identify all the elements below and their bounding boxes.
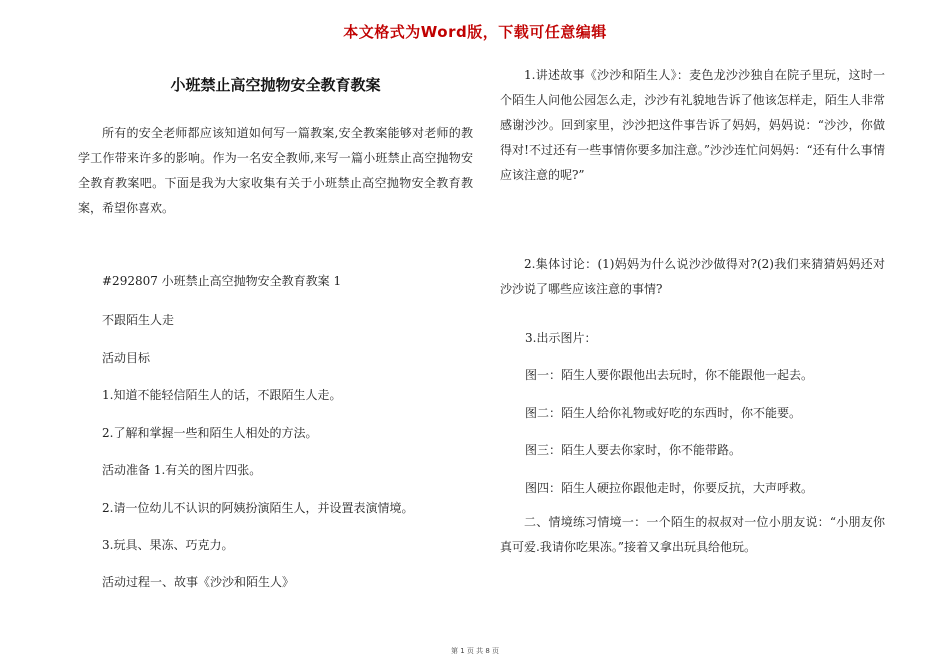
section-heading: #292807 小班禁止高空抛物安全教育教案 1 <box>102 274 342 288</box>
objectives-heading: 活动目标 <box>102 351 151 365</box>
document-title: 小班禁止高空抛物安全教育教案 <box>170 76 381 94</box>
picture-item: 图二：陌生人给你礼物或好吃的东西时，你不能要。 <box>525 406 802 420</box>
intro-paragraph: 所有的安全老师都应该知道如何写一篇教案,安全教案能够对老师的教学工作带来许多的影响。作为一名安全教师,来写一篇小班禁止高空抛物安全教育教案吧。下面是我为大家收集有关于小班禁止高空抛物安全教育教案，希望你喜欢。 <box>78 126 473 215</box>
picture-item: 图一：陌生人要你跟他出去玩时，你不能跟他一起去。 <box>525 368 814 382</box>
preparation-item: 活动准备 1.有关的图片四张。 <box>102 463 262 477</box>
pictures-heading: 3.出示图片： <box>525 331 597 345</box>
preparation-item: 3.玩具、果冻、巧克力。 <box>102 538 234 552</box>
story-paragraph: 1.讲述故事《沙沙和陌生人》：麦色龙沙沙独自在院子里玩，这时一个陌生人问他公园怎么走，沙沙有礼貌地告诉了他该怎样走，陌生人非常感谢沙沙。回到家里，沙沙把这件事告诉了妈妈，妈妈说：“沙沙，你做得对!不过还有一些事情你要多加注意。”沙沙连忙问妈妈：“还有什么事情应该注意的呢?” <box>500 68 885 182</box>
objective-item: 1.知道不能轻信陌生人的话，不跟陌生人走。 <box>102 388 342 402</box>
picture-item: 图四：陌生人硬拉你跟他走时，你要反抗，大声呼救。 <box>525 481 814 495</box>
objective-item: 2.了解和掌握一些和陌生人相处的方法。 <box>102 426 318 440</box>
page-number: 第 1 页 共 8 页 <box>450 647 500 655</box>
scenario-paragraph: 二、情境练习情境一：一个陌生的叔叔对一位小朋友说：“小朋友你真可爱.我请你吃果冻。”接着又拿出玩具给他玩。 <box>500 515 885 554</box>
word-format-banner: 本文格式为Word版，下载可任意编辑 <box>343 23 607 41</box>
preparation-item: 2.请一位幼儿不认识的阿姨扮演陌生人，并设置表演情境。 <box>102 501 414 515</box>
discussion-paragraph: 2.集体讨论：(1)妈妈为什么说沙沙做得对?(2)我们来猜猜妈妈还对沙沙说了哪些应该注意的事情? <box>500 257 885 296</box>
process-heading: 活动过程一、故事《沙沙和陌生人》 <box>102 575 295 589</box>
picture-item: 图三：陌生人要去你家时，你不能带路。 <box>525 443 742 457</box>
lesson-title: 不跟陌生人走 <box>102 313 175 327</box>
